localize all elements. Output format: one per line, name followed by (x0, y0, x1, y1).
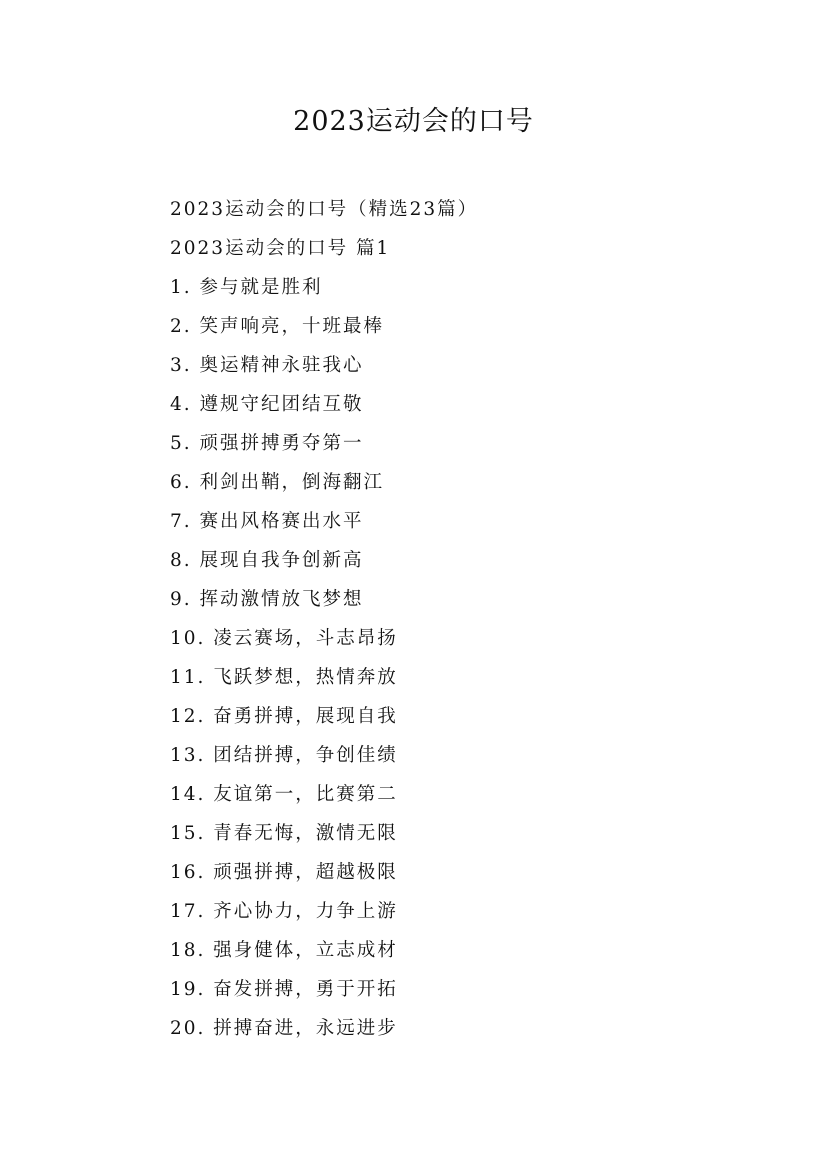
document-title: 2023运动会的口号 (293, 106, 534, 137)
slogan-item: 1. 参与就是胜利 (170, 277, 323, 298)
slogan-item: 5. 顽强拼搏勇夺第一 (170, 433, 364, 454)
slogan-item: 16. 顽强拼搏，超越极限 (170, 862, 398, 883)
slogan-list (170, 268, 770, 1048)
slogan-item: 4. 遵规守纪团结互敬 (170, 394, 364, 415)
slogan-item: 2. 笑声响亮，十班最棒 (170, 316, 385, 337)
slogan-item: 17. 齐心协力，力争上游 (170, 901, 398, 922)
slogan-item: 15. 青春无悔，激情无限 (170, 823, 398, 844)
slogan-item: 14. 友谊第一，比赛第二 (170, 784, 398, 805)
slogan-item: 9. 挥动激情放飞梦想 (170, 589, 364, 610)
slogan-item: 3. 奥运精神永驻我心 (170, 355, 364, 376)
slogan-item: 19. 奋发拼搏，勇于开拓 (170, 979, 398, 1000)
document-body (170, 190, 770, 1048)
slogan-item: 8. 展现自我争创新高 (170, 550, 364, 571)
slogan-item: 12. 奋勇拼搏，展现自我 (170, 706, 398, 727)
document-subtitle: 2023运动会的口号（精选23篇） (170, 199, 479, 220)
slogan-item: 6. 利剑出鞘，倒海翻江 (170, 472, 385, 493)
slogan-item: 18. 强身健体，立志成材 (170, 940, 398, 961)
slogan-item: 11. 飞跃梦想，热情奔放 (170, 667, 398, 688)
slogan-item: 7. 赛出风格赛出水平 (170, 511, 364, 532)
slogan-item: 20. 拼搏奋进，永远进步 (170, 1018, 398, 1039)
slogan-item: 10. 凌云赛场，斗志昂扬 (170, 628, 398, 649)
slogan-item: 13. 团结拼搏，争创佳绩 (170, 745, 398, 766)
section-heading: 2023运动会的口号 篇1 (170, 238, 391, 259)
